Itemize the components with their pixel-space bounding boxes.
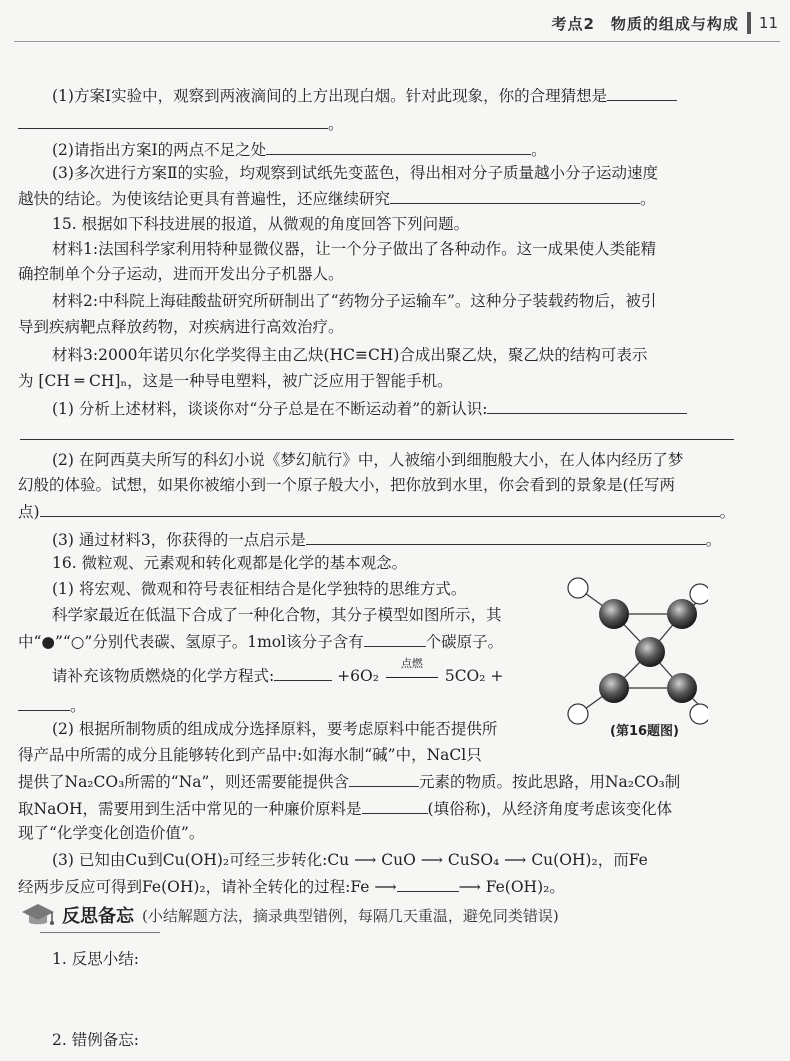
q16-part2: (2) 根据所制物质的组成成分选择原料，要考虑原料中能否提供所	[52, 720, 498, 738]
memo-item-reflection: 1. 反思小结:	[52, 950, 139, 968]
answer-blank[interactable]	[18, 694, 70, 711]
q14-part1: (1)方案Ⅰ实验中，观察到两液滴间的上方出现白烟。针对此现象，你的合理猜想是	[52, 87, 608, 105]
answer-blank[interactable]	[607, 84, 677, 101]
q15-part2: (2) 在阿西莫夫所写的科幻小说《梦幻航行》中，人被缩小到细胞般大小，在人体内经历了梦	[52, 451, 684, 469]
figure-caption: (第16题图)	[610, 724, 679, 739]
text-line: 为 [CH ═ CH]ₙ，这是一种导电塑料，被广泛应用于智能手机。	[18, 372, 453, 390]
reaction-condition: 点燃	[400, 657, 423, 670]
equation-line: 请补充该物质燃烧的化学方程式: +6O₂ 点燃 5CO₂ +	[52, 664, 732, 687]
material-1: 材料1:法国科学家利用特种显微仪器，让一个分子做出了各种动作。这一成果使人类能精	[52, 240, 657, 258]
reflection-memo-header	[20, 900, 559, 930]
carbon-atom	[635, 637, 665, 667]
text-line: 科学家最近在低温下合成了一种化合物，其分子模型如图所示，其	[52, 606, 502, 624]
carbon-atom	[599, 673, 629, 703]
material-2: 材料2:中科院上海硅酸盐研究所研制出了“药物分子运输车”。这种分子装载药物后，被引	[52, 292, 657, 310]
text-line	[52, 397, 732, 420]
text-line: (3) 通过材料3，你获得的一点启示是 。	[52, 528, 732, 551]
text-line: 得产品中所需的成分且能够转化到产品中:如海水制“碱”中，NaCl只	[18, 746, 482, 764]
text-line: 越快的结论。为使该结论更具有普遍性，还应继续研究 。	[18, 187, 732, 210]
text-line: 导到疾病靶点释放药物，对疾病进行高效治疗。	[18, 318, 344, 336]
q14-part3: (3)多次进行方案Ⅱ的实验，均观察到试纸先变蓝色，得出相对分子质量越小分子运动速度	[52, 164, 658, 182]
text-line: 取NaOH，需要用到生活中常见的一种廉价原料是 (填俗称)，从经济角度考虑该变化体	[18, 797, 732, 820]
text-line: 经两步反应可得到Fe(OH)₂，请补全转化的过程:Fe ⟶ ⟶ Fe(OH)₂。	[18, 875, 732, 898]
question-15: 15. 根据如下科技进展的报道，从微观的角度回答下列问题。	[52, 215, 470, 233]
answer-blank[interactable]	[18, 112, 328, 129]
text-line: 。	[18, 694, 732, 717]
answer-blank[interactable]	[487, 397, 687, 414]
section-title: 考点2 物质的组成与构成	[551, 14, 739, 33]
text-line: 提供了Na₂CO₃所需的“Na”，则还需要能提供含 元素的物质。按此思路，用Na₂CO₃制	[18, 770, 732, 793]
q16-part1: (1) 将宏观、微观和符号表征相结合是化学独特的思维方式。	[52, 580, 467, 598]
answer-blank[interactable]	[40, 500, 720, 517]
text-line	[52, 84, 732, 107]
material-3: 材料3:2000年诺贝尔化学奖得主由乙炔(HC≡CH)合成出聚乙炔，聚乙炔的结构可表示	[52, 346, 648, 364]
text-line: 确控制单个分子运动，进而开发出分子机器人。	[18, 265, 344, 283]
hydrogen-atom	[568, 704, 588, 724]
memo-title: 反思备忘	[62, 906, 134, 927]
answer-blank[interactable]	[306, 528, 706, 545]
graduation-cap-icon	[20, 900, 56, 930]
text-line: 幻般的体验。试想，如果你被缩小到一个原子般大小，把你放到水里，你会看到的景象是(任写两	[18, 476, 676, 494]
q15-part3: (3) 通过材料3，你获得的一点启示是	[52, 531, 306, 549]
q14-part2: (2)请指出方案Ⅰ的两点不足之处	[52, 141, 267, 159]
answer-line[interactable]	[20, 439, 734, 440]
header-divider	[747, 12, 751, 34]
memo-subtitle: (小结解题方法，摘录典型错例，每隔几天重温，避免同类错误)	[142, 906, 559, 925]
text-line: 现了“化学变化创造价值”。	[18, 824, 205, 842]
question-16: 16. 微粒观、元素观和转化观都是化学的基本观念。	[52, 554, 408, 572]
answer-blank[interactable]	[397, 875, 459, 892]
carbon-atom	[667, 599, 697, 629]
hydrogen-atom	[690, 584, 708, 604]
page-number: 11	[758, 14, 778, 32]
running-header	[551, 8, 778, 38]
hydrogen-atom	[568, 578, 588, 598]
q16-part3: (3) 已知由Cu到Cu(OH)₂可经三步转化:Cu ⟶ CuO ⟶ CuSO₄ ⟶ Cu(OH)₂，而Fe	[52, 851, 648, 869]
q15-part1: (1) 分析上述材料，谈谈你对“分子总是在不断运动着”的新认识:	[52, 400, 488, 418]
carbon-atom	[599, 599, 629, 629]
memo-underline	[40, 932, 160, 933]
text-line: 中“●”“○”分别代表碳、氢原子。1mol该分子含有 个碳原子。	[18, 630, 732, 653]
answer-blank[interactable]	[390, 187, 640, 204]
answer-blank[interactable]	[362, 797, 428, 814]
answer-blank[interactable]	[266, 138, 531, 155]
answer-blank[interactable]	[349, 770, 419, 787]
hydrogen-atom	[690, 704, 708, 724]
carbon-atom	[667, 673, 697, 703]
answer-blank[interactable]	[274, 664, 332, 681]
text-line: (2)请指出方案Ⅰ的两点不足之处 。	[52, 138, 732, 161]
answer-blank[interactable]	[364, 630, 426, 647]
text-line: 点) 。	[18, 500, 732, 523]
memo-item-errors: 2. 错例备忘:	[52, 1031, 139, 1049]
text-line	[52, 162, 732, 184]
header-rule	[14, 41, 780, 42]
text-line: 。	[18, 112, 732, 135]
